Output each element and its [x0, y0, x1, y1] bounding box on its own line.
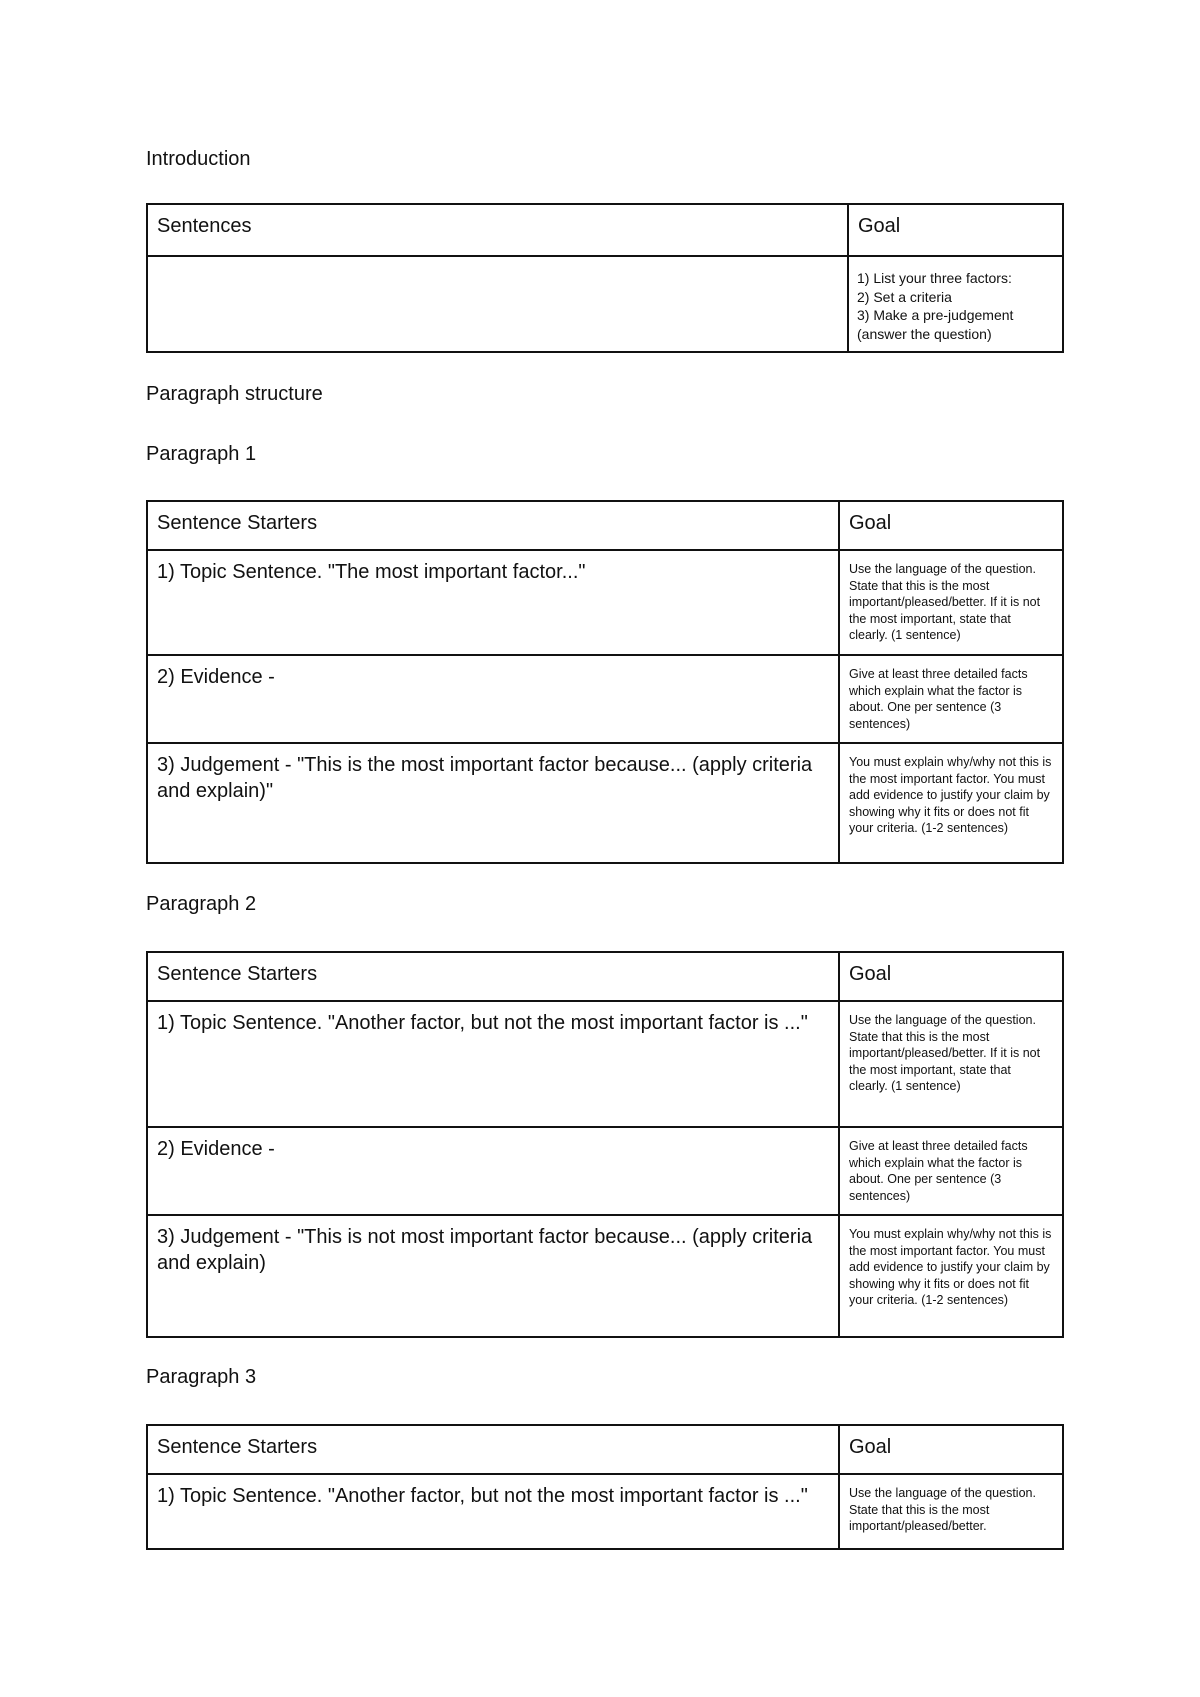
introduction-table	[146, 203, 1064, 353]
table-row	[147, 655, 1063, 743]
goal-cell: Use the language of the question. State that this is the most important/pleased/better. If it is not the most important, state that clearly. (1 sentence)	[839, 550, 1063, 655]
table-row	[147, 1001, 1063, 1127]
paragraph1-heading: Paragraph 1	[146, 443, 257, 465]
introduction-heading: Introduction	[146, 148, 251, 170]
goal-cell: Give at least three detailed facts which explain what the factor is about. One per sentence (3 sentences)	[839, 1127, 1063, 1215]
paragraph1-table	[146, 500, 1064, 864]
column-header-goal: Goal	[839, 501, 1063, 550]
starter-cell: 2) Evidence -	[147, 655, 839, 743]
table-row	[147, 1474, 1063, 1549]
table-header-row	[147, 952, 1063, 1001]
table-row	[147, 743, 1063, 863]
column-header-goal: Goal	[839, 1425, 1063, 1474]
goal-cell: You must explain why/why not this is the most important factor. You must add evidence to justify your claim by showing why it fits or does not fit your criteria. (1-2 sentences)	[839, 743, 1063, 863]
column-header-sentence-starters: Sentence Starters	[147, 501, 839, 550]
column-header-sentence-starters: Sentence Starters	[147, 1425, 839, 1474]
paragraph-structure-heading: Paragraph structure	[146, 383, 323, 405]
table-row	[147, 1215, 1063, 1337]
goal-cell: Give at least three detailed facts which explain what the factor is about. One per sentence (3 sentences)	[839, 655, 1063, 743]
paragraph3-heading: Paragraph 3	[146, 1366, 257, 1388]
starter-cell: 3) Judgement - "This is the most important factor because... (apply criteria and explain)"	[147, 743, 839, 863]
paragraph2-heading: Paragraph 2	[146, 893, 257, 915]
table-header-row	[147, 1425, 1063, 1474]
column-header-goal: Goal	[848, 204, 1063, 256]
table-header-row	[147, 501, 1063, 550]
table-row	[147, 1127, 1063, 1215]
table-row	[147, 256, 1063, 352]
sentences-cell[interactable]	[147, 256, 848, 352]
starter-cell: 1) Topic Sentence. "Another factor, but not the most important factor is ..."	[147, 1474, 839, 1549]
starter-cell: 2) Evidence -	[147, 1127, 839, 1215]
column-header-sentences: Sentences	[147, 204, 848, 256]
paragraph3-table	[146, 1424, 1064, 1550]
starter-cell: 3) Judgement - "This is not most important factor because... (apply criteria and explain)	[147, 1215, 839, 1337]
starter-cell: 1) Topic Sentence. "The most important factor..."	[147, 550, 839, 655]
goal-cell: 1) List your three factors: 2) Set a criteria 3) Make a pre-judgement (answer the question)	[848, 256, 1063, 352]
goal-cell: Use the language of the question. State that this is the most important/pleased/better.	[839, 1474, 1063, 1549]
table-row	[147, 550, 1063, 655]
table-header-row	[147, 204, 1063, 256]
column-header-goal: Goal	[839, 952, 1063, 1001]
paragraph2-table	[146, 951, 1064, 1338]
goal-cell: You must explain why/why not this is the most important factor. You must add evidence to justify your claim by showing why it fits or does not fit your criteria. (1-2 sentences)	[839, 1215, 1063, 1337]
column-header-sentence-starters: Sentence Starters	[147, 952, 839, 1001]
starter-cell: 1) Topic Sentence. "Another factor, but not the most important factor is ..."	[147, 1001, 839, 1127]
goal-cell: Use the language of the question. State that this is the most important/pleased/better. If it is not the most important, state that clearly. (1 sentence)	[839, 1001, 1063, 1127]
